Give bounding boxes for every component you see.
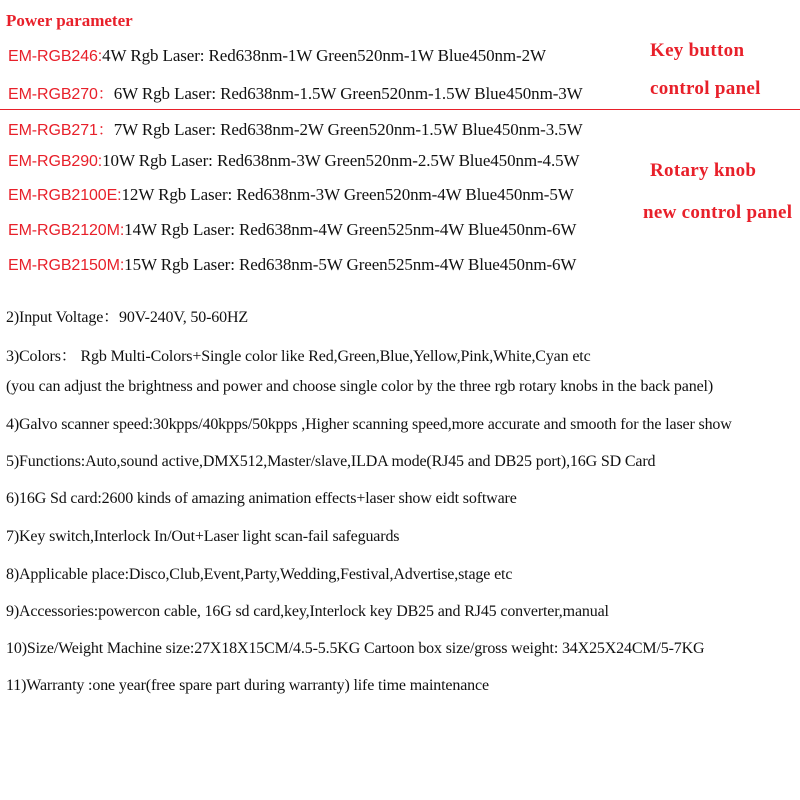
- model-code: EM-RGB270：: [8, 86, 114, 103]
- model-code: EM-RGB271：: [8, 122, 114, 139]
- model-row: [8, 151, 579, 171]
- model-row: [8, 117, 583, 140]
- model-description: 4W Rgb Laser: Red638nm-1W Green520nm-1W Blue450nm-2W: [102, 46, 546, 65]
- model-description: 12W Rgb Laser: Red638nm-3W Green520nm-4W Blue450nm-5W: [121, 185, 574, 204]
- power-parameter-heading: Power parameter: [6, 11, 133, 30]
- spec-warranty: 11)Warranty :one year(free spare part during warranty) life time maintenance: [6, 677, 489, 694]
- spec-colors: 3)Colors： Rgb Multi-Colors+Single color like Red,Green,Blue,Yellow,Pink,White,Cyan etc: [6, 348, 591, 365]
- model-code: EM-RGB2120M:: [8, 222, 125, 239]
- spec-functions: 5)Functions:Auto,sound active,DMX512,Master/slave,ILDA mode(RJ45 and DB25 port),16G SD Card: [6, 453, 656, 470]
- model-code: EM-RGB246:: [8, 48, 103, 65]
- key-button-label: Key button: [650, 40, 745, 61]
- new-control-panel-label: new control panel: [643, 202, 793, 223]
- model-description: 15W Rgb Laser: Red638nm-5W Green525nm-4W Blue450nm-6W: [124, 255, 577, 274]
- model-description: 10W Rgb Laser: Red638nm-3W Green520nm-2.5W Blue450nm-4.5W: [102, 151, 580, 170]
- spec-sd-card: 6)16G Sd card:2600 kinds of amazing animation effects+laser show eidt software: [6, 490, 517, 507]
- spec-key-switch: 7)Key switch,Interlock In/Out+Laser light scan-fail safeguards: [6, 528, 400, 545]
- spec-galvo-speed: 4)Galvo scanner speed:30kpps/40kpps/50kpps ,Higher scanning speed,more accurate and smooth for the laser show: [6, 416, 732, 433]
- key-control-panel-label: control panel: [650, 78, 761, 99]
- model-row: [8, 255, 576, 275]
- spec-input-voltage: 2)Input Voltage：90V-240V, 50-60HZ: [6, 309, 249, 326]
- spec-accessories: 9)Accessories:powercon cable, 16G sd card,key,Interlock key DB25 and RJ45 converter,manual: [6, 603, 609, 620]
- model-row: [8, 185, 574, 205]
- section-divider: [0, 109, 800, 110]
- model-code: EM-RGB290:: [8, 153, 103, 170]
- spec-colors-note: (you can adjust the brightness and power and choose single color by the three rgb rotary knobs in the back panel): [6, 378, 713, 395]
- model-code: EM-RGB2100E:: [8, 187, 122, 204]
- model-code: EM-RGB2150M:: [8, 257, 125, 274]
- model-row: [8, 81, 583, 104]
- rotary-knob-label: Rotary knob: [650, 160, 757, 181]
- spec-applicable-place: 8)Applicable place:Disco,Club,Event,Party,Wedding,Festival,Advertise,stage etc: [6, 566, 513, 583]
- spec-size-weight: 10)Size/Weight Machine size:27X18X15CM/4.5-5.5KG Cartoon box size/gross weight: 34X25X24CM/5-7KG: [6, 640, 705, 657]
- model-description: 6W Rgb Laser: Red638nm-1.5W Green520nm-1.5W Blue450nm-3W: [113, 84, 583, 103]
- model-description: 14W Rgb Laser: Red638nm-4W Green525nm-4W Blue450nm-6W: [124, 220, 577, 239]
- model-row: [8, 220, 576, 240]
- model-description: 7W Rgb Laser: Red638nm-2W Green520nm-1.5W Blue450nm-3.5W: [113, 120, 583, 139]
- model-row: [8, 46, 546, 66]
